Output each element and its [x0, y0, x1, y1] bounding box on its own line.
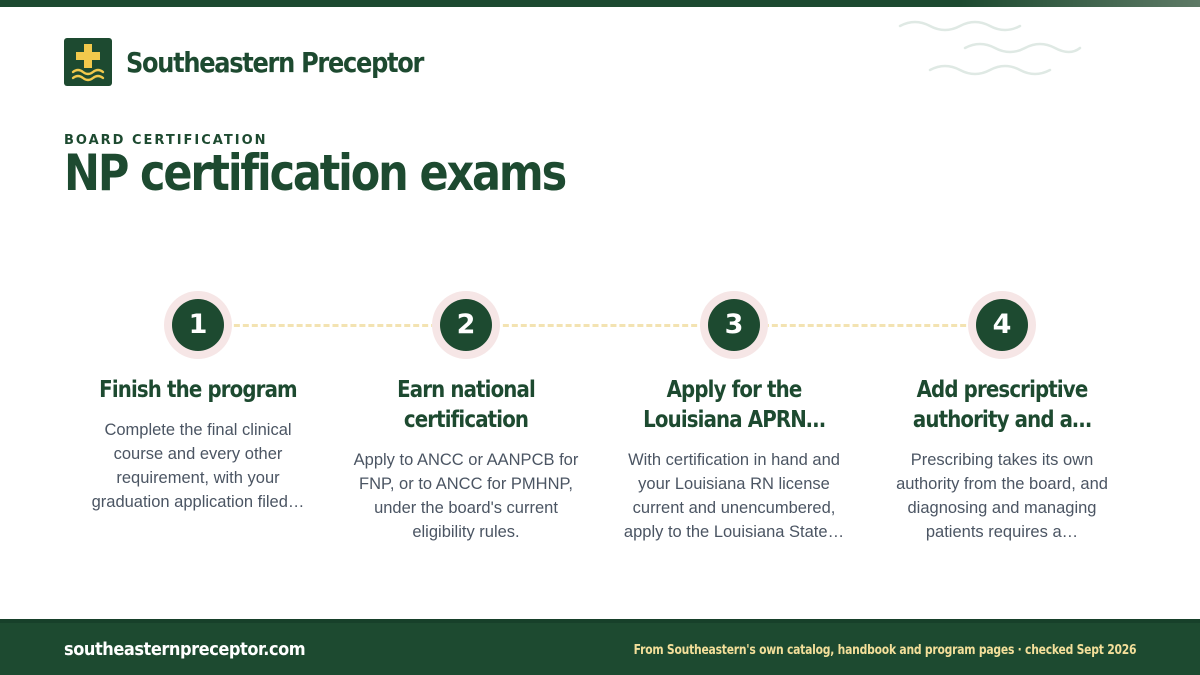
page-title: NP certification exams — [64, 144, 566, 202]
step-number: 2 — [440, 299, 492, 351]
step-number-ring — [700, 291, 768, 359]
brand-name: Southeastern Preceptor — [126, 45, 424, 79]
top-accent-bar — [0, 0, 1200, 7]
step-title — [627, 375, 842, 435]
step-description: Complete the final clinical course and every other requirement, with your graduation application filed… — [91, 421, 305, 511]
brand[interactable] — [64, 38, 471, 86]
step-number: 4 — [976, 299, 1028, 351]
step-title-line: Earn national — [397, 377, 535, 403]
step-title — [895, 375, 1110, 435]
step-number-ring — [968, 291, 1036, 359]
step-title-line: Apply for the — [666, 377, 802, 403]
footer-source-note: From Southeastern's own catalog, handbook and program pages · checked Sept 2026 — [633, 642, 1136, 658]
step-description: With certification in hand and your Louisiana RN license current and unencumbered, apply to the Louisiana State… — [623, 451, 845, 541]
step-number-ring — [164, 291, 232, 359]
section-eyebrow: BOARD CERTIFICATION — [64, 133, 268, 148]
step-title-line: authority and a… — [912, 407, 1092, 433]
step-title-line: Add prescriptive — [916, 377, 1088, 403]
step-title — [359, 375, 574, 435]
step-title-line: Louisiana APRN… — [643, 407, 825, 433]
step-description: Prescribing takes its own authority from the board, and diagnosing and managing patients requires a… — [896, 451, 1108, 541]
waves-decoration — [895, 14, 1095, 84]
step-description: Apply to ANCC or AANPCB for FNP, or to ANCC for PMHNP, under the board's current eligibility rules. — [353, 451, 579, 541]
step-title — [91, 375, 306, 405]
step-number: 3 — [708, 299, 760, 351]
footer-url-link[interactable]: southeasternpreceptor.com — [64, 639, 306, 660]
step-title-line: certification — [403, 407, 529, 433]
step-number-ring — [432, 291, 500, 359]
footer — [0, 619, 1200, 675]
step-4 — [877, 291, 1127, 544]
step-1 — [73, 291, 323, 514]
cross-waves-icon — [64, 38, 112, 86]
step-number: 1 — [172, 299, 224, 351]
step-2 — [341, 291, 591, 544]
step-title-line: Finish the program — [99, 377, 297, 403]
step-3 — [609, 291, 859, 544]
